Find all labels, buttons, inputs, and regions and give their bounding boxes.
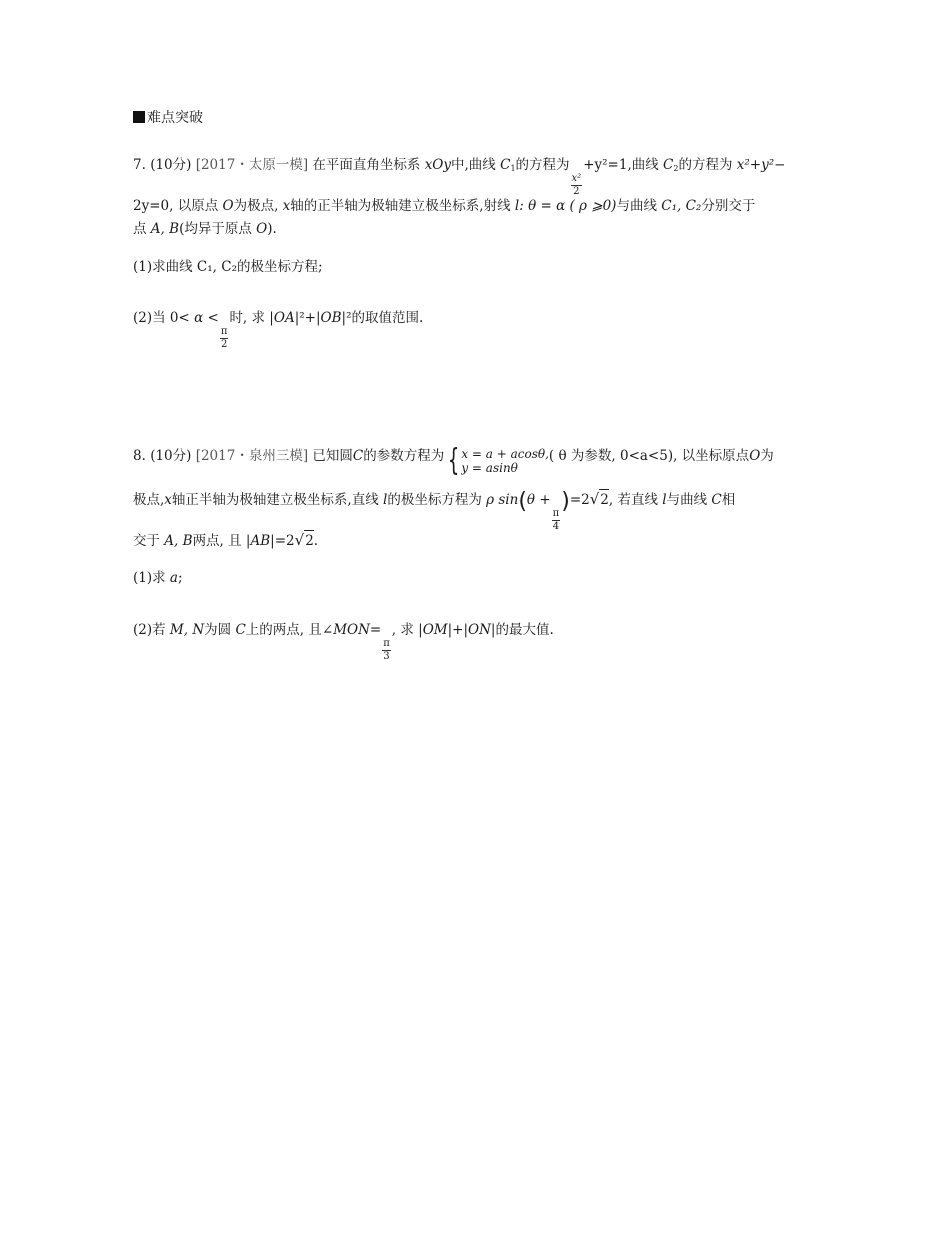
q8-number: 8. [133,448,146,464]
q8-theta-plus: θ + [526,492,551,508]
q7-text: (2)当 0< [133,310,190,326]
left-paren-symbol: ( [518,489,527,514]
q7-text: ). [267,221,277,237]
q8-pi-quarter-fraction [552,508,561,533]
q7-c1-ref: C₁, [661,198,682,214]
q8-circle-c: C [352,448,364,464]
q8-line-2 [133,489,735,533]
q8-om: OM [422,622,448,638]
q8-text: 与曲线 [666,492,708,508]
q7-c2: C [663,157,674,173]
q7-line-1: 7. (10分) [2017・太原一模] 在平面直角坐标系 xOy中,曲线 $C_1$的方程为 $\frac{\text{x²}}{2}$ +y²=1,曲线 $C_2$的方程为 x²+y²− [133,157,786,197]
q8-origin: O [749,448,761,464]
q8-rho-sin: ρ sin [486,492,519,508]
q8-x: x [164,492,172,508]
q8-text: (2)若 [133,622,166,638]
q8-frac-num: π [552,508,560,519]
q7-number: 7. [133,157,146,173]
q8-frac-num: π [383,638,390,649]
q7-c2-ref: C₂ [685,198,702,214]
q7-points: (10分) [150,157,192,173]
q8-source: [2017・泉州三模] [195,448,309,464]
q8-eq-value: =2 [569,492,590,508]
q8-text: 两点, 且 | [192,533,251,549]
q8-text: 已知圆 [312,448,353,464]
q8-text: = [369,622,382,638]
q8-text: |的最大值. [490,622,554,638]
q8-text: , 求 | [391,622,423,638]
q8-text: |=2 [270,533,295,549]
q8-text: , 若直线 [608,492,658,508]
q7-origin: O [222,198,234,214]
q7-text: 分别交于 [701,198,756,214]
q8-radicand: 2 [304,530,314,551]
q7-source: [2017・太原一模] [195,157,309,173]
q7-text: 在平面直角坐标系 [312,157,421,173]
right-paren-symbol: ) [561,489,570,514]
q7-oa: OA [273,310,295,326]
q7-origin: O [256,221,268,237]
q7-text: 点 [133,221,147,237]
q7-text: |²+| [294,310,321,326]
q7-text: 2y=0, 以原点 [133,198,219,214]
brace-symbol: { [448,443,460,478]
q8-parametric-system [444,443,549,478]
q7-text: 时, 求 | [229,310,274,326]
q7-text: (均异于原点 [179,221,252,237]
q8-text: |+| [447,622,469,638]
q7-ray-l: l: [514,198,524,214]
q7-text: 与曲线 [616,198,657,214]
q7-alpha: α < [194,310,219,326]
q7-text: 的方程为 [515,157,570,173]
square-bullet-icon [133,111,145,123]
q7-eq1-den: 2 [573,186,580,197]
q7-subquestion-2 [133,308,423,351]
q7-coord-sys: xOy [424,157,451,173]
q8-line-3 [133,530,318,551]
q8-text: . [313,533,319,549]
q7-eq1-rest: +y²=1,曲线 [583,157,659,173]
q8-ab-length: AB [250,533,271,549]
q8-on: ON [468,622,491,638]
q7-eq1-num: x² [571,173,582,184]
q8-text: 为 [760,448,774,464]
q8-ab: A, B [164,533,193,549]
q7-c1: C [500,157,511,173]
q8-line-l: l [383,492,388,508]
q8-mn: M, N [169,622,205,638]
q8-subquestion-2 [133,620,554,663]
q8-param-x: x = a + acosθ, [461,447,549,461]
q7-eq2-start: x²+y²− [736,157,786,173]
q8-frac-den: 3 [383,651,390,662]
q8-text: 交于 [133,533,160,549]
q8-radicand: 2 [599,489,609,510]
q8-text: (1)求 [133,570,166,586]
q7-line-2 [133,196,755,216]
q8-text: 极点, [133,492,165,508]
q8-text: 上的两点, 且∠ [245,622,334,638]
q7-eq1-fraction [571,173,583,198]
q7-text: 轴的正半轴为极轴建立极坐标系,射线 [290,198,511,214]
q7-text: 的方程为 [678,157,733,173]
section-title: 难点突破 [147,110,203,126]
q8-line-l: l [662,492,667,508]
q7-theta-eq: θ = α ( ρ ⩾0) [528,198,617,214]
sqrt-symbol: √ 2 [294,531,314,549]
sqrt-symbol: √ 2 [589,490,609,508]
q8-angle-mon: MON [333,622,370,638]
q8-a: a [169,570,178,586]
section-heading [133,107,203,127]
q7-ob: OB [320,310,342,326]
q8-text: 为圆 [204,622,232,638]
q8-text: 轴正半轴为极轴建立极坐标系,直线 [171,492,379,508]
q8-pi-third-fraction [382,638,391,663]
q8-subquestion-1 [133,568,183,588]
q7-text: |²的取值范围. [341,310,424,326]
q7-line-3 [133,219,277,239]
q8-text: 的极坐标方程为 [387,492,482,508]
q7-text: 为极点, [233,198,279,214]
q8-line-1 [133,443,774,478]
q7-frac-den: 2 [220,339,228,350]
q8-text: ( θ 为参数, 0<a<5), 以坐标原点 [548,448,750,464]
q7-subquestion-1: (1)求曲线 C₁, C₂的极坐标方程; [133,259,323,275]
q7-pi-half-fraction [220,326,229,351]
q8-param-y: y = asinθ [461,461,518,475]
q7-frac-num: π [220,326,228,337]
q8-points: (10分) [150,448,192,464]
q8-curve-c: C [711,492,722,508]
q7-text: 中,曲线 [451,157,496,173]
q8-text: 的参数方程为 [363,448,445,464]
q8-circle-c: C [235,622,246,638]
q8-frac-den: 4 [552,521,560,532]
q7-ab: A, B [150,221,180,237]
q7-x: x [282,198,291,214]
q8-text: 相 [721,492,736,508]
q8-text: ; [177,570,183,586]
